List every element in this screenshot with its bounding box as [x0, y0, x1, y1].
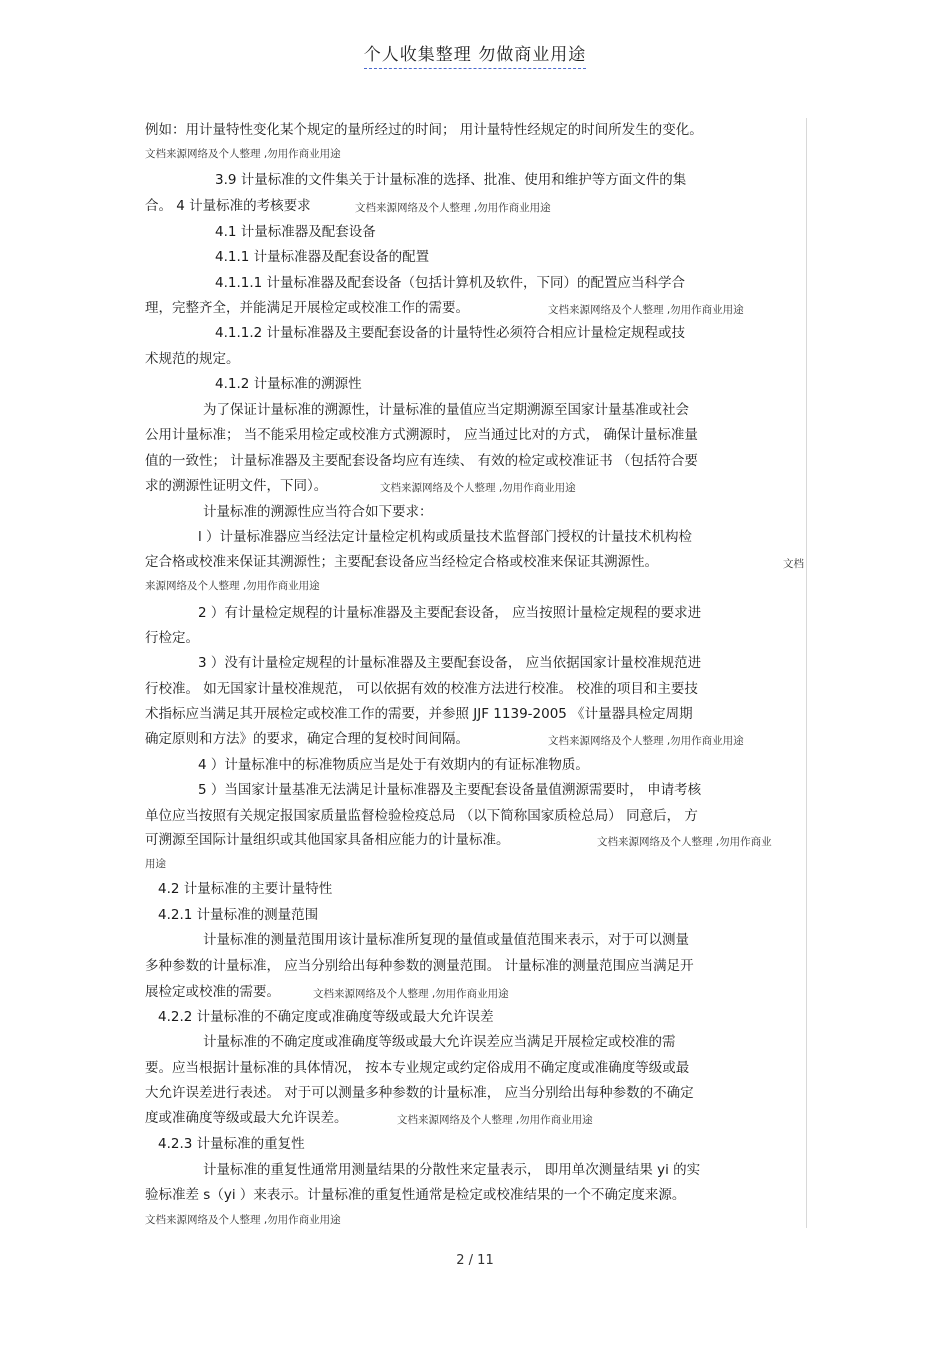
text-line: 可溯源至国际计量组织或其他国家具备相应能力的计量标准。: [145, 832, 510, 848]
text-line: 4.1.1 计量标准器及配套设备的配置: [215, 249, 430, 265]
text-line: 计量标准的测量范围用该计量标准所复现的量值或量值范围来表示，对于可以测量: [203, 932, 689, 948]
text-line: 2 ）有计量检定规程的计量标准器及主要配套设备， 应当按照计量检定规程的要求进: [198, 605, 702, 621]
page-header: [0, 40, 950, 65]
text-line: 计量标准的不确定度或准确度等级或最大允许误差应当满足开展检定或校准的需: [203, 1034, 676, 1050]
source-note: 来源网络及个人整理 ,勿用作商业用途: [145, 580, 320, 592]
text-line: 行检定。: [145, 630, 199, 646]
text-line: 求的溯源性证明文件，下同）。: [145, 478, 328, 494]
source-note: 文档来源网络及个人整理 ,勿用作商业用途: [145, 148, 341, 160]
text-line: 4.2.3 计量标准的重复性: [158, 1136, 305, 1152]
text-line: 3.9 计量标准的文件集关于计量标准的选择、批准、使用和维护等方面文件的集: [215, 172, 687, 188]
text-line: 4.1.1.2 计量标准器及主要配套设备的计量特性必须符合相应计量检定规程或技: [215, 325, 686, 341]
source-note: 文档来源网络及个人整理 ,勿用作商业: [597, 836, 772, 848]
text-line: 多种参数的计量标准， 应当分别给出每种参数的测量范围。 计量标准的测量范围应当满足开: [145, 958, 694, 974]
text-line: 术指标应当满足其开展检定或校准工作的需要，并参照 JJF 1139-2005 《计量器具检定周期: [145, 706, 693, 722]
source-note: 文档来源网络及个人整理 ,勿用作商业用途: [313, 988, 509, 1000]
text-line: 4.2 计量标准的主要计量特性: [158, 881, 333, 897]
text-line: 合。 4 计量标准的考核要求: [145, 198, 311, 214]
source-note: 文档来源网络及个人整理 ,勿用作商业用途: [397, 1114, 593, 1126]
source-note: 文档来源网络及个人整理 ,勿用作商业用途: [548, 735, 744, 747]
right-margin-rule: [806, 118, 807, 1228]
text-line: 单位应当按照有关规定报国家质量监督检验检疫总局 （以下简称国家质检总局） 同意后， 方: [145, 808, 698, 824]
text-line: 4 ）计量标准中的标准物质应当是处于有效期内的有证标准物质。: [198, 757, 589, 773]
text-line: 计量标准的溯源性应当符合如下要求：: [203, 504, 433, 520]
text-line: 要。应当根据计量标准的具体情况， 按本专业规定或约定俗成用不确定度或准确度等级或最: [145, 1060, 690, 1076]
text-line: 确定原则和方法》的要求，确定合理的复校时间间隔。: [145, 731, 469, 747]
source-note: 文档: [783, 558, 804, 570]
text-line: 4.1 计量标准器及配套设备: [215, 224, 376, 240]
text-line: 大允许误差进行表述。 对于可以测量多种参数的计量标准， 应当分别给出每种参数的不确定: [145, 1085, 694, 1101]
text-line: 验标准差 s（yi ）来表示。计量标准的重复性通常是检定或校准结果的一个不确定度来源。: [145, 1187, 686, 1203]
source-note: 文档来源网络及个人整理 ,勿用作商业用途: [380, 482, 576, 494]
text-line: 公用计量标准； 当不能采用检定或校准方式溯源时， 应当通过比对的方式， 确保计量标准量: [145, 427, 698, 443]
text-line: 展检定或校准的需要。: [145, 984, 280, 1000]
text-line: 度或准确度等级或最大允许误差。: [145, 1110, 348, 1126]
text-line: 行校准。 如无国家计量校准规范， 可以依据有效的校准方法进行校准。 校准的项目和主要技: [145, 681, 698, 697]
source-note: 文档来源网络及个人整理 ,勿用作商业用途: [355, 202, 551, 214]
text-line: 4.1.1.1 计量标准器及配套设备（包括计算机及软件，下同）的配置应当科学合: [215, 275, 686, 291]
text-line: 4.2.2 计量标准的不确定度或准确度等级或最大允许误差: [158, 1009, 494, 1025]
page-number: 2 / 11: [456, 1253, 494, 1268]
text-line: 术规范的规定。: [145, 351, 240, 367]
text-line: 3 ）没有计量检定规程的计量标准器及主要配套设备， 应当依据国家计量校准规范进: [198, 655, 702, 671]
text-line: 例如：用计量特性变化某个规定的量所经过的时间； 用计量特性经规定的时间所发生的变化。: [145, 122, 703, 138]
source-note: 文档来源网络及个人整理 ,勿用作商业用途: [145, 1214, 341, 1226]
text-line: 4.2.1 计量标准的测量范围: [158, 907, 319, 923]
text-line: 计量标准的重复性通常用测量结果的分散性来定量表示， 即用单次测量结果 yi 的实: [203, 1162, 701, 1178]
text-line: l ）计量标准器应当经法定计量检定机构或质量技术监督部门授权的计量技术机构检: [198, 529, 693, 545]
text-line: 5 ）当国家计量基准无法满足计量标准器及主要配套设备量值溯源需要时， 申请考核: [198, 782, 702, 798]
source-note: 用途: [145, 858, 166, 870]
text-line: 值的一致性； 计量标准器及主要配套设备均应有连续、 有效的检定或校准证书 （包括符合要: [145, 453, 698, 469]
source-note: 文档来源网络及个人整理 ,勿用作商业用途: [548, 304, 744, 316]
text-line: 为了保证计量标准的溯源性，计量标准的量值应当定期溯源至国家计量基准或社会: [203, 402, 689, 418]
header-title: 个人收集整理 勿做商业用途: [364, 45, 586, 69]
text-line: 理，完整齐全，并能满足开展检定或校准工作的需要。: [145, 300, 469, 316]
text-line: 定合格或校准来保证其溯源性；主要配套设备应当经检定合格或校准来保证其溯源性。: [145, 554, 658, 570]
text-line: 4.1.2 计量标准的溯源性: [215, 376, 362, 392]
